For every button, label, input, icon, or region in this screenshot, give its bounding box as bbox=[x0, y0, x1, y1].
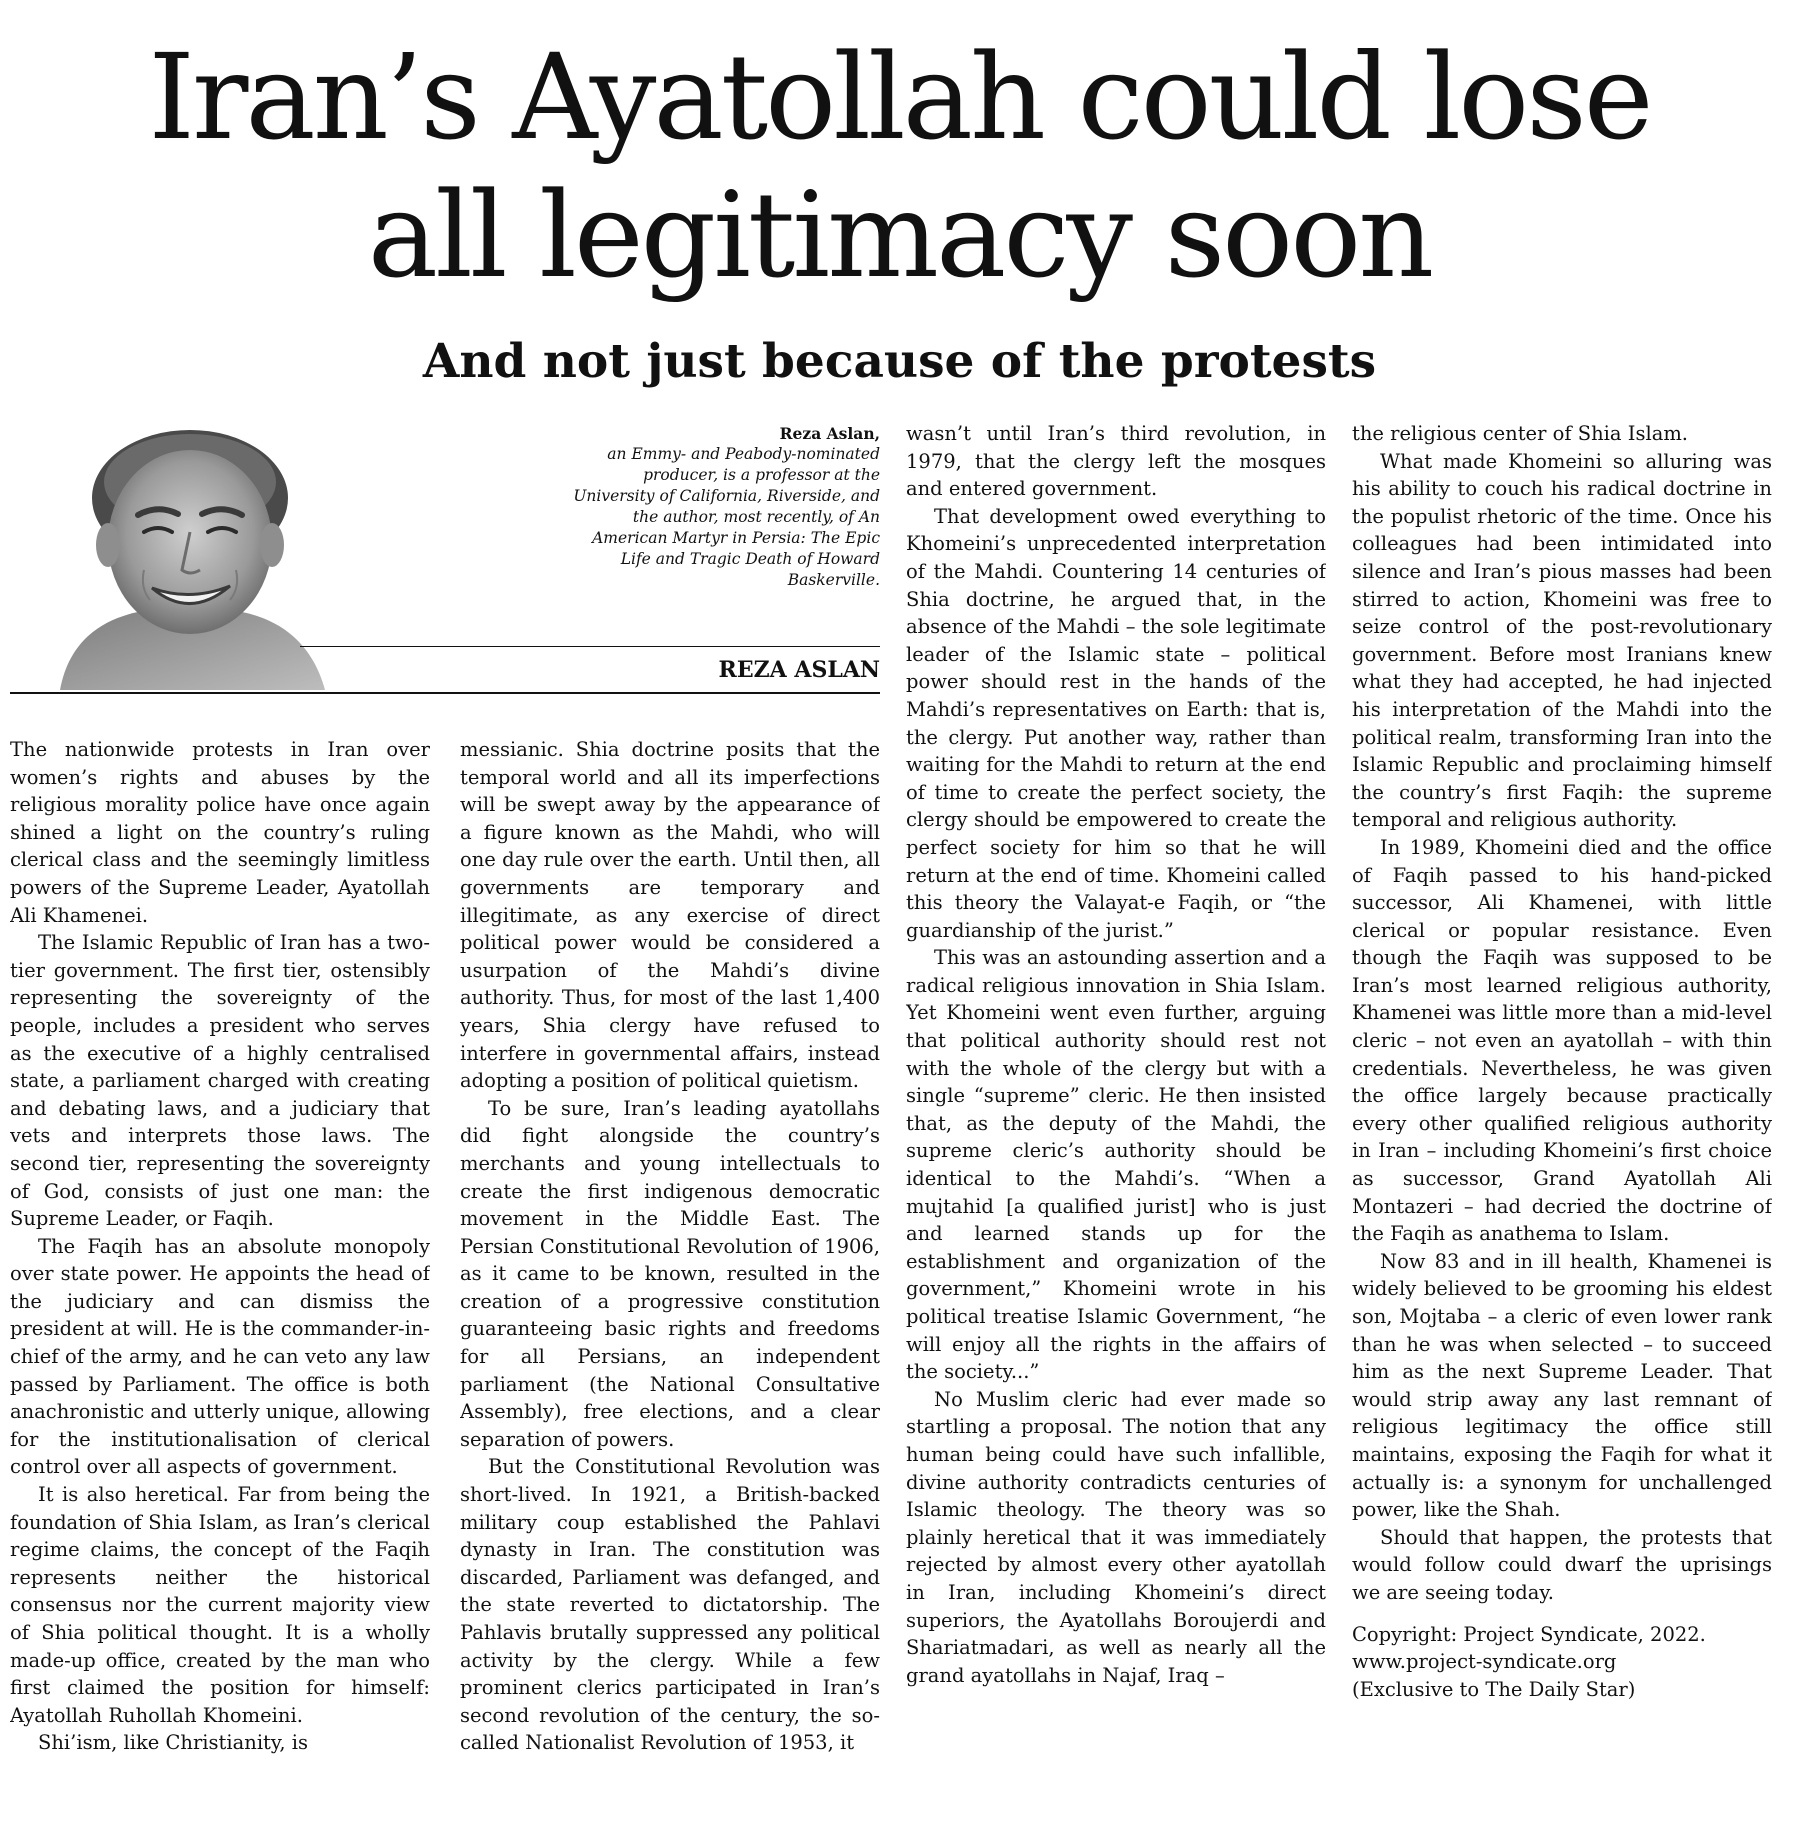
paragraph: Should that happen, the protests that would follow could dwarf the uprisings we are seeing today. bbox=[1352, 1525, 1772, 1604]
bio-author-name: Reza Aslan, bbox=[779, 424, 880, 443]
copyright-block bbox=[1352, 1621, 1772, 1704]
paragraph: The Islamic Republic of Iran has a two-tier government. The first tier, ostensibly representing the sovereignty of the people, includes a president who serves as the executive of a highly centralised state, a parliament charged with creating and debating laws, and a judiciary that vets and interprets those laws. The second tier, representing the sovereignty of God, consists of just one man: the Supreme Leader, or Faqih. bbox=[10, 931, 430, 1231]
author-bio bbox=[560, 423, 880, 591]
paragraph: wasn’t until Iran’s third revolution, in 1979, that the clergy left the mosques and entered government. bbox=[906, 422, 1326, 501]
paragraph: messianic. Shia doctrine posits that the temporal world and all its imperfections will be swept away by the appearance of a figure known as the Mahdi, who will one day rule over the earth. Until then, all governments are temporary and illegitimate, as any exercise of direct political power would be considered a usurpation of the Mahdi’s divine authority. Thus, for most of the last 1,400 years, Shia clergy have refused to interfere in governmental affairs, instead adopting a position of political quietism. bbox=[460, 738, 880, 1093]
headline-line-2: all legitimacy soon bbox=[367, 166, 1432, 304]
paragraph: The Faqih has an absolute monopoly over state power. He appoints the head of the judiciary and can dismiss the president at will. He is the commander-in-chief of the army, and he can veto any law passed by Parliament. The office is both anachronistic and utterly unique, allowing for the institutionalisation of clerical control over all aspects of government. bbox=[10, 1234, 430, 1479]
subheadline: And not just because of the protests bbox=[422, 334, 1377, 389]
paragraph: What made Khomeini so alluring was his ability to couch his radical doctrine in the populist rhetoric of the time. Once his colleagues had been intimidated into silence and Iran’s pious masses had been stirred to action, Khomeini was free to seize control of the post-revolutionary government. Before most Iranians knew what they had accepted, he had injected his interpretation of the Mahdi into the political realm, transforming Iran into the Islamic Republic and proclaiming himself the country’s first Faqih: the supreme temporal and religious authority. bbox=[1352, 449, 1772, 832]
column-1 bbox=[10, 736, 430, 1826]
byline-rule-top bbox=[300, 646, 880, 647]
paragraph: Now 83 and in ill health, Khamenei is widely believed to be grooming his eldest son, Mojtaba – a cleric of even lower rank than he was when selected – to succeed him as the next Supreme Leader. That would strip away any last remnant of religious legitimacy the office still maintains, exposing the Faqih for what it actually is: a synonym for unchallenged power, like the Shah. bbox=[1352, 1249, 1772, 1522]
column-4 bbox=[1352, 420, 1772, 1826]
paragraph: That development owed everything to Khomeini’s unprecedented interpretation of the Mahdi. Countering 14 centuries of Shia doctrine, he argued that, in the absence of the Mahdi – the sole legitimate leader of the Islamic state – political power should rest in the hands of the Mahdi’s representatives on Earth: that is, the clergy. Put another way, rather than waiting for the Mahdi to return at the end of time to create the perfect society, the clergy should be empowered to create the perfect society for him so that he will return at the end of time. Khomeini called this theory the Valayat-e Faqih, or “the guardianship of the jurist.” bbox=[906, 504, 1326, 942]
headline bbox=[0, 28, 1799, 304]
paragraph: In 1989, Khomeini died and the office of Faqih passed to his hand-picked successor, Ali Khamenei, with little clerical or popular resistance. Even though the Faqih was supposed to be Iran’s most learned religious authority, Khamenei was little more than a mid-level cleric – not even an ayatollah – with thin credentials. Nevertheless, he was given the office largely because practically every other qualified religious authority in Iran – including Khomeini’s first choice as successor, Grand Ayatollah Ali Montazeri – had decried the doctrine of the Faqih as anathema to Islam. bbox=[1352, 835, 1772, 1246]
paragraph: Shi’ism, like Christianity, is bbox=[38, 1731, 308, 1755]
headline-line-1: Iran’s Ayatollah could lose bbox=[148, 28, 1651, 166]
paragraph: No Muslim cleric had ever made so startling a proposal. The notion that any human being could have such infallible, divine authority contradicts centuries of Islamic theology. The theory was so plainly heretical that it was immediately rejected by almost every other ayatollah in Iran, including Khomeini’s direct superiors, the Ayatollahs Boroujerdi and Shariatmadari, as well as nearly all the grand ayatollahs in Najaf, Iraq – bbox=[906, 1387, 1326, 1687]
paragraph: To be sure, Iran’s leading ayatollahs did fight alongside the country’s merchants and young intellectuals to create the first indigenous democratic movement in the Middle East. The Persian Constitutional Revolution of 1906, as it came to be known, resulted in the creation of a progressive constitution guaranteeing basic rights and freedoms for all Persians, an independent parliament (the National Consultative Assembly), free elections, and a clear separation of powers. bbox=[460, 1096, 880, 1451]
column-2 bbox=[460, 736, 880, 1826]
copyright-url: www.project-syndicate.org bbox=[1352, 1650, 1617, 1674]
paragraph: the religious center of Shia Islam. bbox=[1352, 422, 1689, 445]
copyright-exclusive: (Exclusive to The Daily Star) bbox=[1352, 1677, 1636, 1701]
bio-text: an Emmy- and Peabody-nominated producer, is a professor at the University of California, Riverside, and the author, most recently, of An American Martyr in Persia: The Epic Life and Tragic Death of Howard Baskerville. bbox=[573, 445, 880, 589]
byline-rule-bottom bbox=[10, 692, 880, 694]
copyright-line: Copyright: Project Syndicate, 2022. bbox=[1352, 1622, 1706, 1646]
column-3 bbox=[906, 420, 1326, 1826]
byline: REZA ASLAN bbox=[718, 657, 880, 683]
paragraph: This was an astounding assertion and a radical religious innovation in Shia Islam. Yet Khomeini went even further, arguing that political authority should rest not with the whole of the clergy but with a single “supreme” cleric. He then insisted that, as the deputy of the Mahdi, the supreme cleric’s authority should be identical to the Mahdi’s. “When a mujtahid [a qualified jurist] who is just and learned stands up for the establishment and organization of the government,” Khomeini wrote in his political treatise Islamic Government, “he will enjoy all the rights in the affairs of the society...” bbox=[906, 946, 1326, 1384]
paragraph: It is also heretical. Far from being the foundation of Shia Islam, as Iran’s clerical regime claims, the concept of the Faqih represents neither the historical consensus nor the current majority view of Shia political thought. It is a wholly made-up office, created by the man who first claimed the position for himself: Ayatollah Ruhollah Khomeini. bbox=[10, 1483, 430, 1727]
author-photo bbox=[40, 420, 340, 690]
paragraph: The nationwide protests in Iran over women’s rights and abuses by the religious morality police have once again shined a light on the country’s ruling clerical class and the seemingly limitless powers of the Supreme Leader, Ayatollah Ali Khamenei. bbox=[10, 738, 430, 927]
paragraph: But the Constitutional Revolution was short-lived. In 1921, a British-backed military coup established the Pahlavi dynasty in Iran. The constitution was discarded, Parliament was defanged, and the state reverted to dictatorship. The Pahlavis brutally suppressed any political activity by the clergy. While a few prominent clerics participated in Iran’s second revolution of the century, the so-called Nationalist Revolution of 1953, it bbox=[460, 1455, 880, 1755]
